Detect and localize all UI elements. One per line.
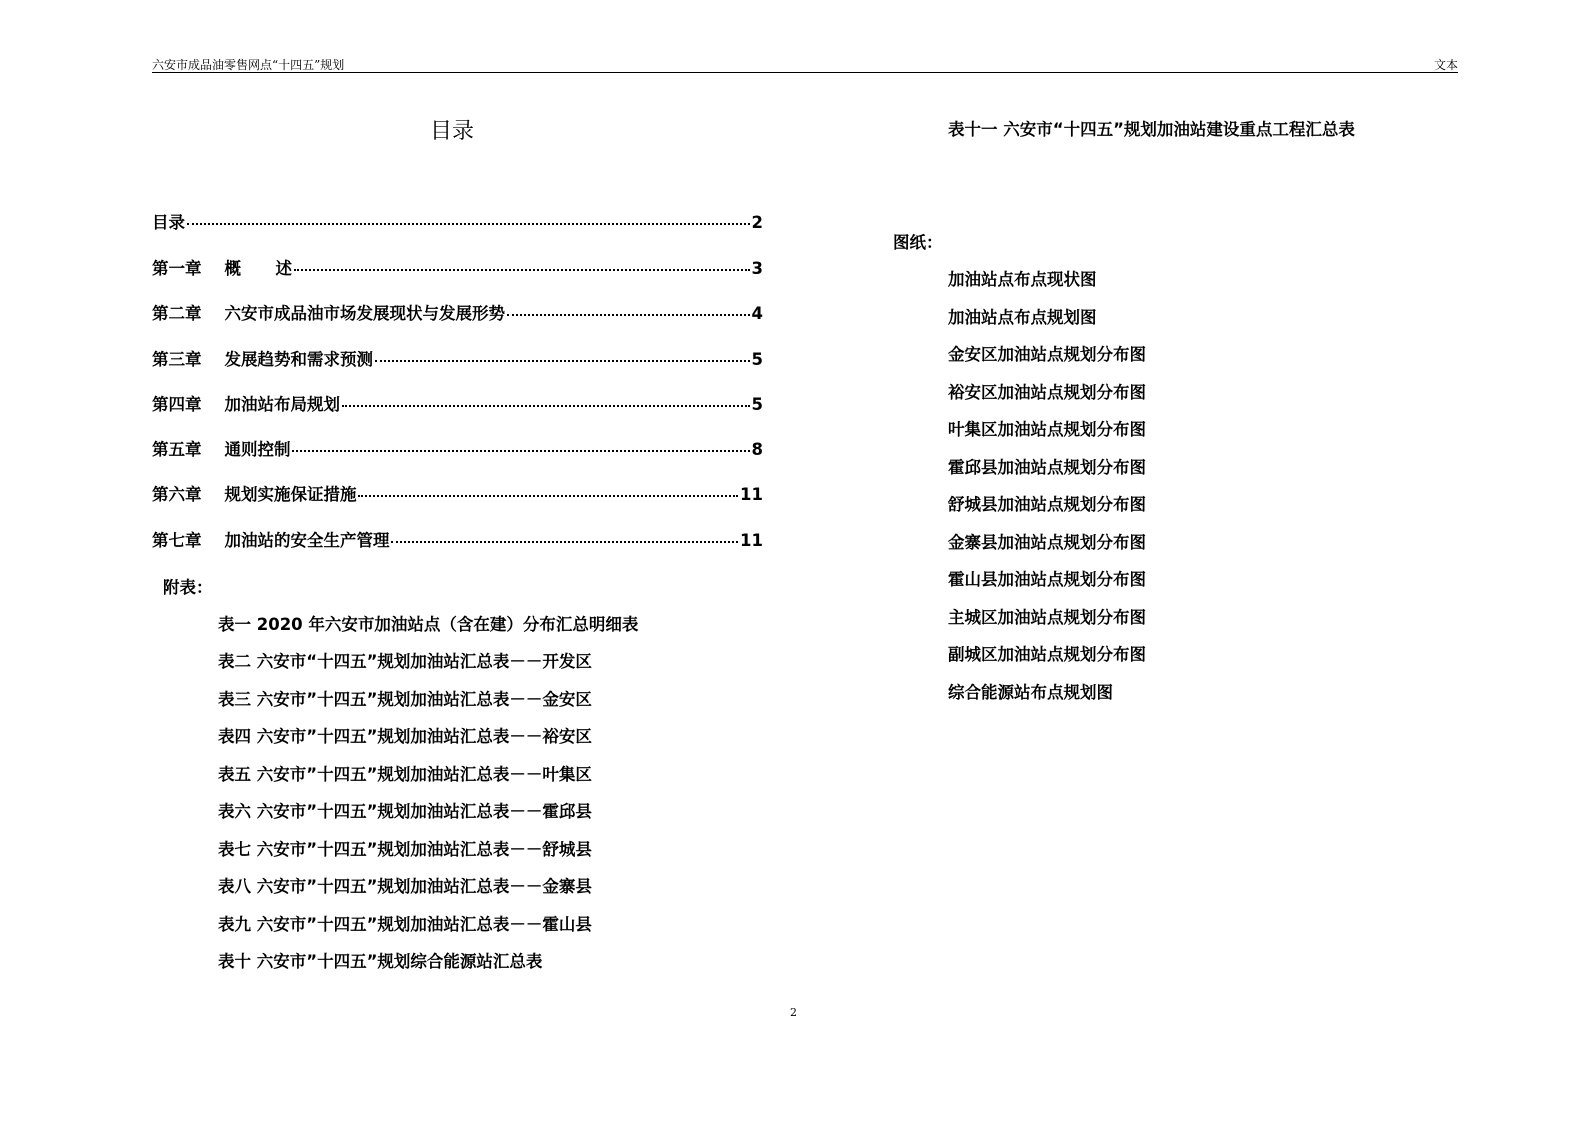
drawing-item: 霍山县加油站点规划分布图 — [948, 570, 1146, 589]
toc-entry-page: 11 — [740, 485, 763, 504]
dot-leader — [358, 495, 738, 497]
toc-entry[interactable] — [152, 527, 763, 553]
toc-entry-label: 第七章 加油站的安全生产管理 — [152, 531, 390, 550]
appendix-table-item: 表七 六安市”十四五”规划加油站汇总表－－舒城县 — [218, 840, 592, 859]
appendix-heading: 附表： — [163, 578, 213, 597]
header-section-label: 文本 — [1433, 58, 1458, 72]
page-number: 2 — [790, 1006, 797, 1019]
drawing-item: 综合能源站布点规划图 — [948, 683, 1113, 702]
running-header — [152, 56, 1458, 73]
drawing-item: 叶集区加油站点规划分布图 — [948, 420, 1146, 439]
toc-entry[interactable] — [152, 209, 763, 235]
toc-entry-label: 第四章 加油站布局规划 — [152, 395, 340, 414]
appendix-table-item: 表十一 六安市“十四五”规划加油站建设重点工程汇总表 — [948, 120, 1355, 139]
dot-leader — [507, 314, 750, 316]
toc-title: 目录 — [429, 119, 474, 144]
appendix-table-item: 表八 六安市”十四五”规划加油站汇总表－－金寨县 — [218, 877, 592, 896]
toc-entry-page: 5 — [751, 395, 763, 414]
drawing-item: 加油站点布点规划图 — [948, 308, 1097, 327]
toc-entry-page: 8 — [751, 440, 763, 459]
toc-entry-page: 2 — [751, 213, 763, 232]
drawings-heading: 图纸： — [893, 233, 943, 252]
header-document-title: 六安市成品油零售网点“十四五”规划 — [152, 58, 345, 72]
toc-entry[interactable] — [152, 346, 763, 372]
toc-entry-page: 11 — [740, 531, 763, 550]
toc-entry-label: 第五章 通则控制 — [152, 440, 291, 459]
appendix-table-item: 表三 六安市”十四五”规划加油站汇总表－－金安区 — [218, 690, 592, 709]
toc-entry-page: 4 — [751, 304, 763, 323]
toc-entry-page: 5 — [751, 350, 763, 369]
toc-entry-label: 第三章 发展趋势和需求预测 — [152, 350, 373, 369]
toc-entry[interactable] — [152, 391, 763, 417]
dot-leader — [375, 360, 750, 362]
toc-entry[interactable] — [152, 255, 763, 281]
toc-entry[interactable] — [152, 436, 763, 462]
appendix-table-item: 表五 六安市”十四五”规划加油站汇总表－－叶集区 — [218, 765, 592, 784]
drawing-item: 霍邱县加油站点规划分布图 — [948, 458, 1146, 477]
drawing-item: 加油站点布点现状图 — [948, 270, 1097, 289]
appendix-table-item: 表十 六安市”十四五”规划综合能源站汇总表 — [218, 952, 543, 971]
drawing-item: 金安区加油站点规划分布图 — [948, 345, 1146, 364]
dot-leader — [294, 269, 750, 271]
appendix-table-item: 表九 六安市”十四五”规划加油站汇总表－－霍山县 — [218, 915, 592, 934]
drawing-item: 舒城县加油站点规划分布图 — [948, 495, 1146, 514]
toc-entry[interactable] — [152, 481, 763, 507]
dot-leader — [391, 541, 738, 543]
appendix-table-item: 表六 六安市”十四五”规划加油站汇总表－－霍邱县 — [218, 802, 592, 821]
dot-leader — [342, 405, 750, 407]
toc-entry-label: 第二章 六安市成品油市场发展现状与发展形势 — [152, 304, 505, 323]
drawing-item: 主城区加油站点规划分布图 — [948, 608, 1146, 627]
drawing-item: 副城区加油站点规划分布图 — [948, 645, 1146, 664]
dot-leader — [292, 450, 749, 452]
toc-entry[interactable] — [152, 300, 763, 326]
appendix-table-item: 表一 2020 年六安市加油站点（含在建）分布汇总明细表 — [218, 615, 639, 634]
dot-leader — [187, 223, 750, 225]
drawing-item: 裕安区加油站点规划分布图 — [948, 383, 1146, 402]
toc-entry-page: 3 — [751, 259, 763, 278]
toc-entry-label: 第一章 概 述 — [152, 259, 292, 278]
appendix-table-item: 表四 六安市”十四五”规划加油站汇总表－－裕安区 — [218, 727, 592, 746]
drawing-item: 金寨县加油站点规划分布图 — [948, 533, 1146, 552]
toc-entry-label: 目录 — [152, 213, 185, 232]
appendix-table-item: 表二 六安市“十四五”规划加油站汇总表－－开发区 — [218, 652, 592, 671]
toc-entry-label: 第六章 规划实施保证措施 — [152, 485, 357, 504]
